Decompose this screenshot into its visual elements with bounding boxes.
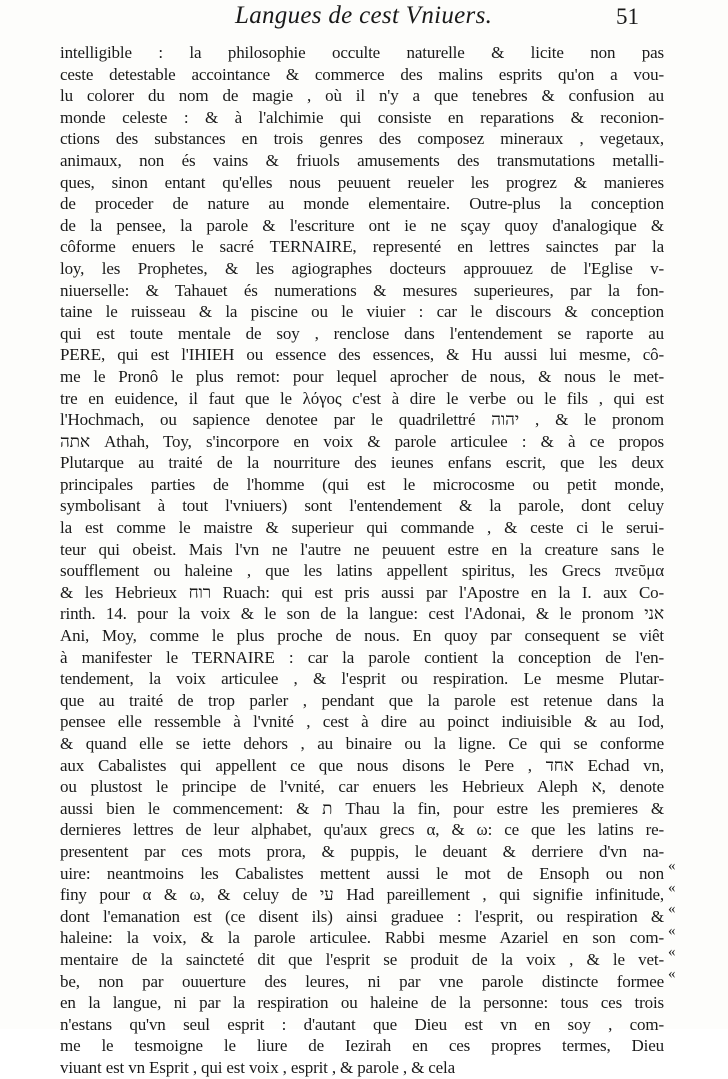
text-line: & quand elle se iette dehors , au binaire ou la ligne. Ce qui se conforme <box>60 734 664 753</box>
text-line: aussi bien le commencement: & ת Thau la fin, pour estre les premieres & <box>60 798 664 818</box>
margin-quote-mark: « <box>668 944 676 961</box>
text-line: loy, les Prophetes, & les agiographes docteurs approuuez de l'Eglise v- <box>60 258 664 278</box>
text-line: be, non par ouuerture des leures, ni par vne parole distincte formee <box>60 971 664 991</box>
text-line: symbolisant à tout l'vniuers) sont l'entendement & la parole, dont celuy <box>60 496 664 516</box>
page-number: 51 <box>616 4 639 29</box>
text-line: me le Pronô le plus remot: pour lequel aprocher de nous, & nous le met- <box>60 366 664 386</box>
text-line: intelligible : la philosophie occulte naturelle & licite non pas <box>60 43 664 62</box>
running-title: Langues de cest Vniuers. <box>235 2 493 29</box>
text-line: monde celeste : & à l'alchimie qui consiste en reparations & reconion- <box>60 107 664 127</box>
text-line: ceste detestable accointance & commerce des malins esprits qu'on a vou- <box>60 64 664 84</box>
text-line: dernieres lettres de leur alphabet, qu'aux grecs α, & ω: ce que les latins re- <box>60 820 664 840</box>
text-line: Ani, Moy, comme le plus proche de nous. En quoy par consequent se viêt <box>60 626 664 646</box>
margin-quote-mark: « <box>668 965 676 982</box>
text-line: taine le ruisseau & la piscine ou le viuier : car le discours & conception <box>60 302 664 322</box>
text-line: finy pour α & ω, & celuy de עי Had pareillement , qui signifie infinitude, <box>60 885 664 905</box>
body-text <box>60 42 664 1079</box>
text-line: & les Hebrieux רוח Ruach: qui est pris aussi par l'Apostre en la I. aux Co- <box>60 582 664 602</box>
margin-quote-mark: « <box>668 879 676 896</box>
text-line: côforme enuers le sacré TERNAIRE, representé en lettres sainctes par la <box>60 237 664 257</box>
text-line: presentent par ces mots prora, & puppis, le deuant & derriere d'vn na- <box>60 841 664 861</box>
text-line: soufflement ou haleine , que les latins appellent spiritus, les Grecs πνεῦμα <box>60 561 664 581</box>
text-line: teur qui obeist. Mais l'vn ne l'autre ne peuuent estre en la creature sans le <box>60 539 664 559</box>
text-line: aux Cabalistes qui appellent ce que nous disons le Pere , אחד Echad vn, <box>60 755 664 775</box>
text-line: Plutarque au traité de la nourriture des ieunes enfans escrit, que les deux <box>60 453 664 473</box>
text-line: principales parties de l'homme (qui est le microcosme ou petit monde, <box>60 474 664 494</box>
text-line: tre en euidence, il faut que le λόγος c'est à dire le verbe ou le fils , qui est <box>60 388 664 408</box>
margin-quote-mark: « <box>668 922 676 939</box>
marginal-quote-marks <box>668 856 692 986</box>
text-line: n'estans qu'vn seul esprit : d'autant que Dieu est vn en soy , com- <box>60 1014 664 1034</box>
text-line: dont l'emanation est (ce disent ils) ainsi graduee : l'esprit, ou respiration & <box>60 906 664 926</box>
text-line: de la pensee, la parole & l'escriture ont ie ne sçay quoy d'analogique & <box>60 215 664 235</box>
text-line: PERE, qui est l'IHIEH ou essence des essences, & Hu aussi lui mesme, cô- <box>60 345 664 365</box>
text-line: de proceder de nature au monde elementaire. Outre-plus la conception <box>60 194 664 214</box>
text-line: tendement, la voix articulee , & l'esprit ou respiration. Le mesme Plutar- <box>60 669 664 689</box>
text-line: qui est toute mentale de soy , renclose dans l'entendement se raporte au <box>60 323 664 343</box>
text-line: niuerselle: & Tahauet és numerations & mesures superieures, par la fon- <box>60 280 664 300</box>
text-line: rinth. 14. pour la voix & le son de la langue: cest l'Adonai, & le pronom אני <box>60 604 664 624</box>
text-line: ctions des substances en trois genres des composez mineraux , vegetaux, <box>60 129 664 149</box>
text-line: l'Hochmach, ou sapience denotee par le quadrilettré יהוה , & le pronom <box>60 410 664 430</box>
text-line: pensee elle ressemble à l'vnité , cest à dire au poinct indiuisible & au Iod, <box>60 712 664 732</box>
margin-quote-mark: « <box>668 858 676 874</box>
text-line: lu colorer du nom de magie , où il n'y a que tenebres & confusion au <box>60 86 664 106</box>
text-line: que au traité de trop parler , pendant que la parole est retenue dans la <box>60 690 664 710</box>
text-line: haleine: la voix, & la parole articulee. Rabbi mesme Azariel en son com- <box>60 928 664 948</box>
text-line: en la langue, ni par la respiration ou haleine de la personne: tous ces trois <box>60 993 664 1013</box>
margin-quote-mark: « <box>668 901 676 918</box>
text-line: ou plustost le principe de l'vnité, car enuers les Hebrieux Aleph א, denote <box>60 777 664 797</box>
text-line: à manifester le TERNAIRE : car la parole contient la conception de l'en- <box>60 647 664 667</box>
text-line: uire: neantmoins les Cabalistes mettent aussi le mot de Ensoph ou non <box>60 863 664 883</box>
text-line: la est comme le maistre & superieur qui commande , & ceste ci le serui- <box>60 518 664 538</box>
text-line: mentaire de la saincteté dit que l'esprit se produit de la voix , & le vet- <box>60 949 664 969</box>
text-line: אתה Athah, Toy, s'incorpore en voix & parole articulee : & à ce propos <box>60 431 664 451</box>
text-line: viuant est vn Esprit , qui est voix , esprit , & parole , & cela <box>60 1057 456 1077</box>
text-line: animaux, non és vains & friuols amusements des transmutations metalli- <box>60 150 664 170</box>
text-line: me le tesmoigne le liure de Iezirah en ces propres termes, Dieu <box>60 1036 664 1056</box>
text-line: ques, sinon entant qu'elles nous peuuent reueler les progrez & manieres <box>60 172 664 192</box>
